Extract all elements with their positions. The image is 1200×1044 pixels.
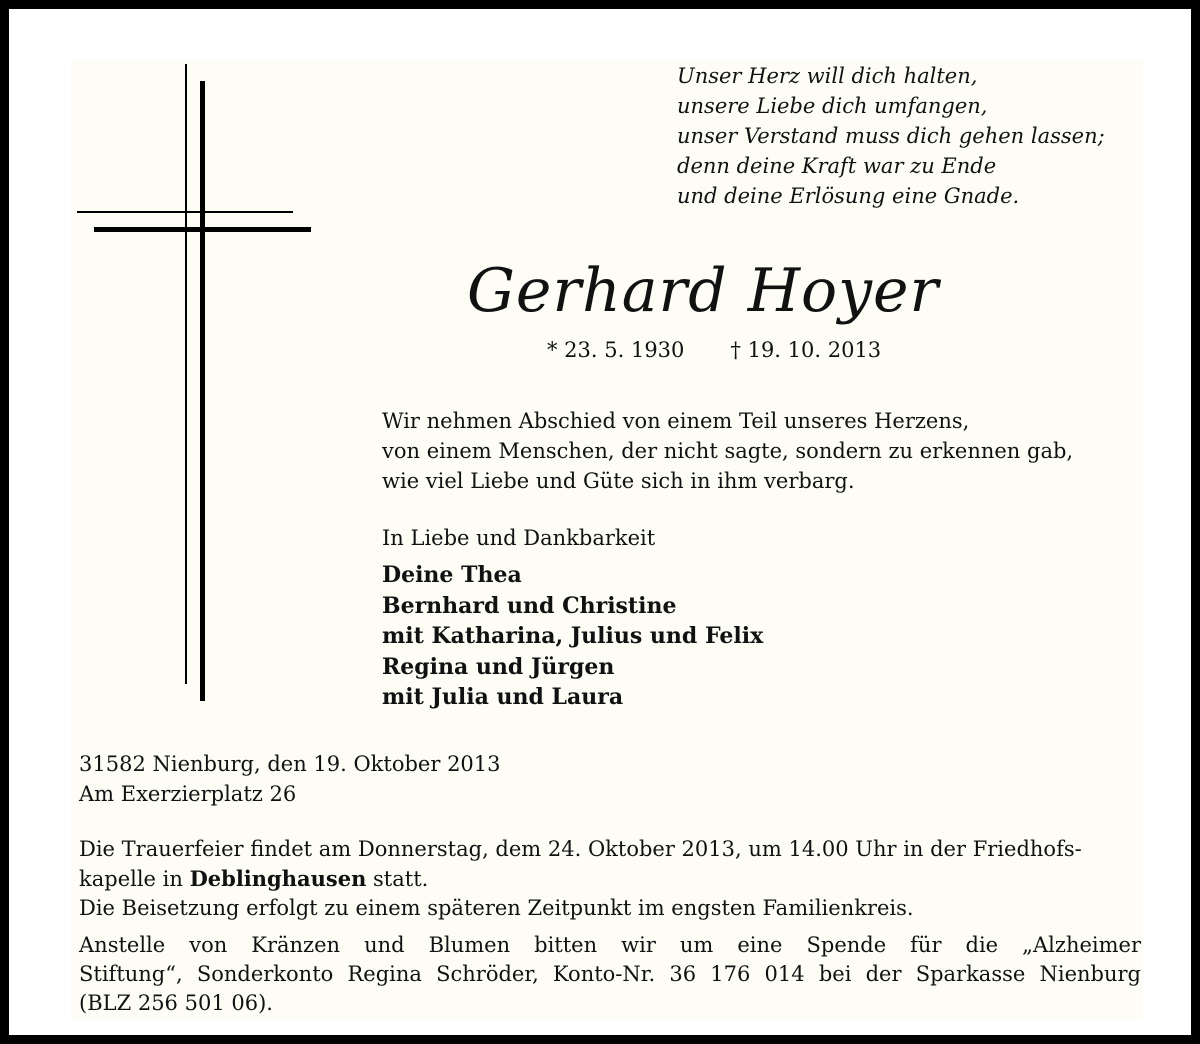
thanks-line: In Liebe und Dankbarkeit bbox=[382, 526, 656, 550]
ceremony-text: statt. bbox=[366, 867, 429, 891]
cross-thick-vertical bbox=[200, 81, 205, 701]
farewell-line: Wir nehmen Abschied von einem Teil unseres Herzens, bbox=[382, 409, 970, 433]
family-line: Regina und Jürgen bbox=[382, 653, 615, 680]
family-line: Bernhard und Christine bbox=[382, 592, 677, 619]
deceased-name: Gerhard Hoyer bbox=[467, 256, 940, 326]
donation-line: (BLZ 256 501 06). bbox=[79, 991, 273, 1015]
family-line: mit Katharina, Julius und Felix bbox=[382, 623, 764, 649]
farewell-line: wie viel Liebe und Güte sich in ihm verbarg. bbox=[382, 469, 855, 493]
donation-line: Anstelle von Kränzen und Blumen bitten wir um eine Spende für die „Alzheimer bbox=[79, 933, 1141, 957]
poem-line: unser Verstand muss dich gehen lassen; bbox=[677, 124, 1105, 148]
ceremony-line: Die Trauerfeier findet am Donnerstag, dem 24. Oktober 2013, um 14.00 Uhr in der Friedhofs- bbox=[79, 837, 1082, 861]
ceremony-line bbox=[79, 864, 1141, 894]
donation-line: Stiftung“, Sonderkonto Regina Schröder, Konto-Nr. 36 176 014 bei der Sparkasse Nienburg bbox=[79, 962, 1141, 986]
address-block bbox=[79, 749, 501, 809]
farewell-text bbox=[382, 406, 1073, 496]
poem-line: unsere Liebe dich umfangen, bbox=[677, 94, 988, 118]
cross-thin-horizontal bbox=[77, 211, 293, 213]
cross-thin-vertical bbox=[185, 64, 187, 684]
birth-date: * 23. 5. 1930 bbox=[547, 338, 685, 362]
poem bbox=[677, 61, 1105, 211]
family-line: mit Julia und Laura bbox=[382, 684, 624, 710]
family-line: Deine Thea bbox=[382, 562, 522, 588]
ceremony-notice bbox=[79, 835, 1141, 923]
life-dates bbox=[547, 335, 881, 365]
place-date: 31582 Nienburg, den 19. Oktober 2013 bbox=[79, 752, 501, 776]
ceremony-place: Deblinghausen bbox=[189, 866, 367, 891]
ceremony-text: kapelle in bbox=[79, 867, 190, 891]
poem-line: Unser Herz will dich halten, bbox=[677, 64, 978, 88]
street-address: Am Exerzierplatz 26 bbox=[79, 782, 297, 806]
poem-line: und deine Erlösung eine Gnade. bbox=[677, 184, 1020, 208]
donation-notice bbox=[79, 931, 1141, 1018]
farewell-line: von einem Menschen, der nicht sagte, sondern zu erkennen gab, bbox=[382, 439, 1074, 463]
cross-thick-horizontal bbox=[94, 227, 311, 232]
death-date: † 19. 10. 2013 bbox=[730, 338, 882, 362]
burial-line: Die Beisetzung erfolgt zu einem späteren Zeitpunkt im engsten Familienkreis. bbox=[79, 896, 914, 920]
poem-line: denn deine Kraft war zu Ende bbox=[677, 154, 997, 178]
family-signatures bbox=[382, 560, 763, 713]
